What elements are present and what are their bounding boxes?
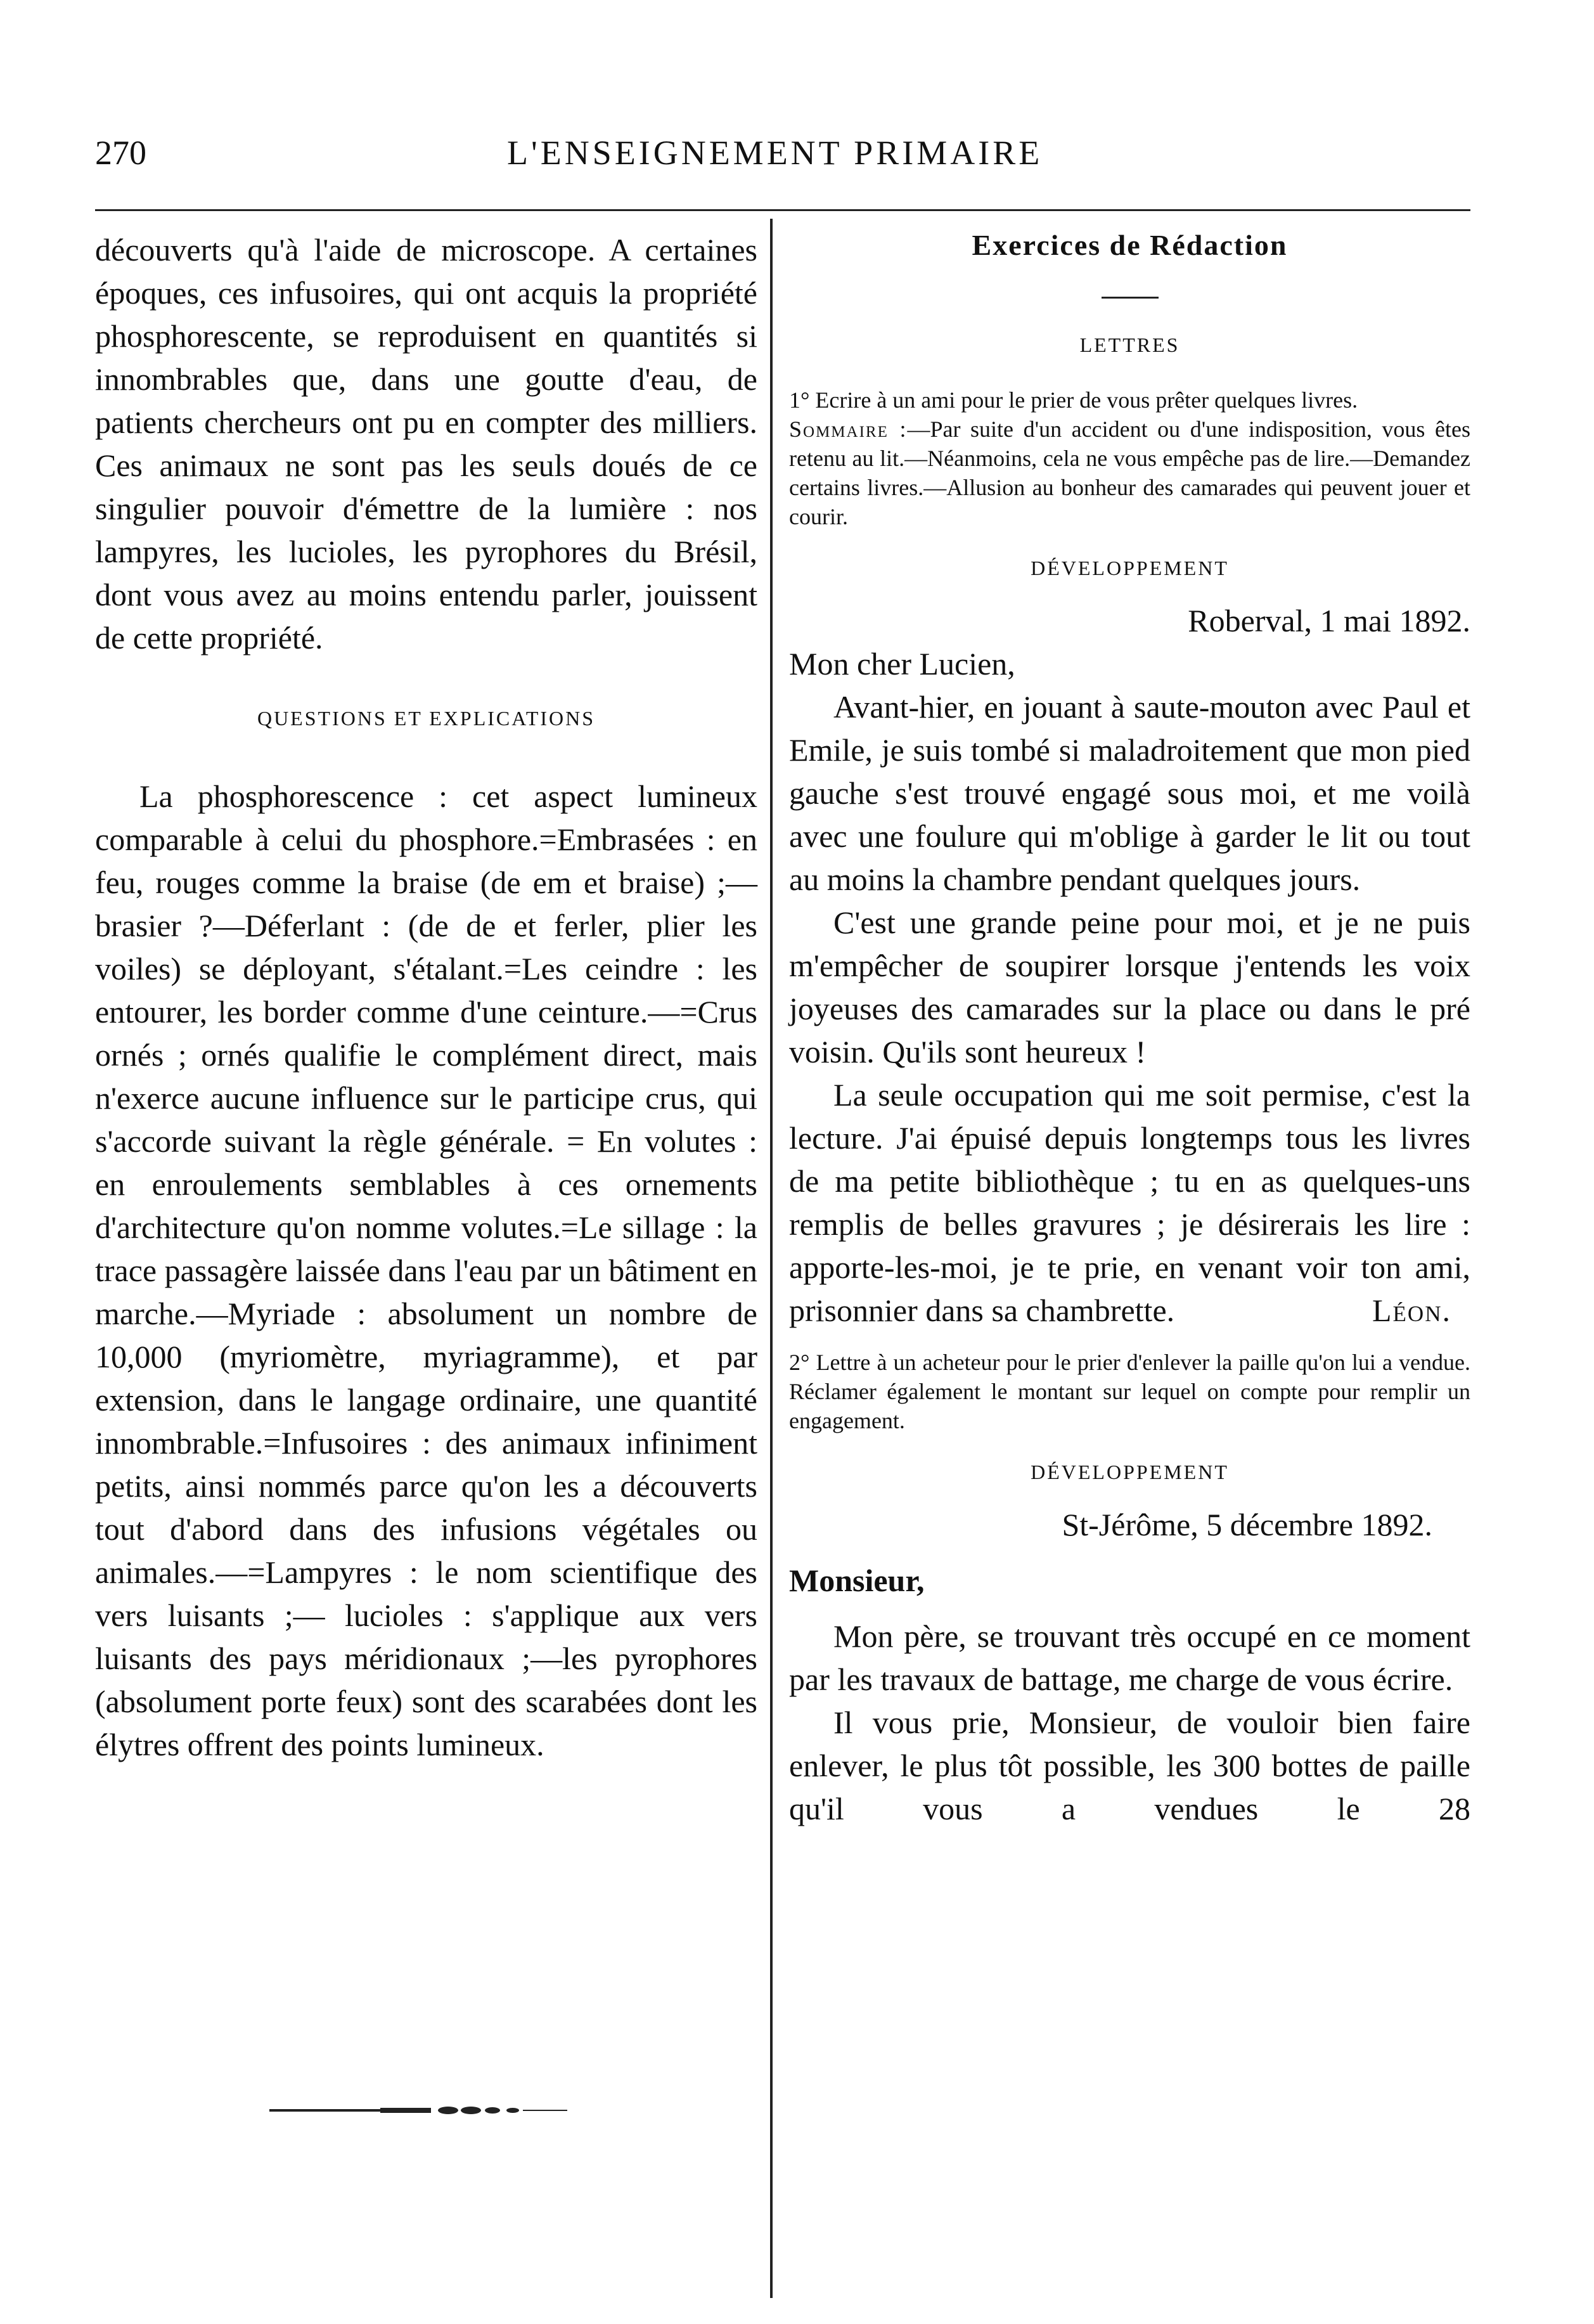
letter1-paragraph-3: La seule occupation qui me soit permise, c'est la lecture. J'ai épuisé depuis longtemps tous les livres de ma petite bibliothèque ; tu en as quelques-uns remplis de belles gravures ; je désirerais les lire : apporte-les-moi, je te prie, en venant voir ton ami, prisonnier dans sa chambrette. — [789, 1077, 1470, 1328]
page-header — [95, 133, 1467, 184]
letter2-place-date: St-Jérôme, 5 décembre 1892. — [1062, 1507, 1432, 1542]
development-heading-2: DÉVELOPPEMENT — [1031, 1461, 1229, 1483]
right-column — [789, 228, 1470, 1830]
page-number: 270 — [95, 134, 146, 172]
letter1-salutation: Mon cher Lucien, — [789, 646, 1015, 681]
exercise-1: 1° Ecrire à un ami pour le prier de vous prêter quelques livres. — [789, 387, 1358, 413]
column-divider — [770, 219, 773, 2298]
left-column — [95, 228, 757, 1766]
letters-heading: LETTRES — [1079, 333, 1180, 356]
letter2-salutation: Monsieur, — [789, 1563, 925, 1598]
sommaire-text: —Par suite d'un accident ou d'une indisposition, vous êtes retenu au lit.—Néanmoins, cela ne vous empêche pas de lire.—Demandez certains livres.—Allusion au bonheur des camarades qui peuvent jouer et courir. — [789, 416, 1470, 529]
letter2-paragraph-2: Il vous prie, Monsieur, de vouloir bien faire enlever, le plus tôt possible, les 300 bottes de paille qu'il vous a vendues le 28 — [789, 1705, 1470, 1826]
letter1-paragraph-2: C'est une grande peine pour moi, et je ne puis m'empêcher de soupirer lorsque j'entends les voix joyeuses des camarades sur la place ou dans le pré voisin. Qu'ils sont heureux ! — [789, 905, 1470, 1069]
header-rule — [95, 209, 1470, 211]
ornament-divider — [269, 2106, 567, 2115]
development-heading-1: DÉVELOPPEMENT — [1031, 557, 1229, 579]
letter1-signature: Léon. — [1372, 1293, 1451, 1328]
exercises-title: Exercices de Rédaction — [972, 229, 1288, 261]
sommaire — [789, 415, 1470, 531]
letter2-paragraph-1: Mon père, se trouvant très occupé en ce moment par les travaux de battage, me charge de vous écrire. — [789, 1618, 1470, 1697]
intro-paragraph: découverts qu'à l'aide de microscope. A certaines époques, ces infusoires, qui ont acquis la propriété phosphorescente, se reproduisent en quantités si innombrables que, dans une goutte d'eau, de patients chercheurs ont pu en compter des milliers. Ces animaux ne sont pas les seuls doués de ce singulier pouvoir d'émettre de la lumière : nos lampyres, les lucioles, les pyrophores du Brésil, dont vous avez au moins entendu parler, jouissent de cette propriété. — [95, 232, 757, 655]
letter1-place-date: Roberval, 1 mai 1892. — [1188, 603, 1470, 638]
sommaire-label: Sommaire : — [789, 416, 908, 442]
exercise-2: 2° Lettre à un acheteur pour le prier d'enlever la paille qu'on lui a vendue. Réclamer également le montant sur lequel on compte pour remplir un engagement. — [789, 1350, 1470, 1433]
explanations-paragraph: La phosphorescence : cet aspect lumineux comparable à celui du phosphore.=Embrasées : en feu, rouges comme la braise (de em et braise) ;—brasier ?—Déferlant : (de de et ferler, plier les voiles) se déployant, s'étalant.=Les ceindre : les entourer, les border comme d'une ceinture.—=Crus ornés ; ornés qualifie le complément direct, mais n'exerce aucune influence sur le participe crus, qui s'accorde suivant la règle générale. = En volutes : en enroulements semblables à ces ornements d'architecture qu'on nomme volutes.=Le sillage : la trace passagère laissée dans l'eau par un bâtiment en marche.—Myriade : absolument un nombre de 10,000 (myriomètre, myriagramme), et par extension, dans le langage ordinaire, une quantité innombrable.=Infusoires : des animaux infiniment petits, ainsi nommés parce qu'on les a découverts tout d'abord dans des infusions végétales ou animales.—=Lampyres : le nom scientifique des vers luisants ;— lucioles : s'applique aux vers luisants des pays méridionaux ;—les pyrophores (absolument porte feux) sont des scarabées dont les élytres offrent des points lumineux. — [95, 778, 757, 1762]
questions-heading: QUESTIONS ET EXPLICATIONS — [257, 707, 596, 730]
running-title: L'ENSEIGNEMENT PRIMAIRE — [507, 134, 1043, 172]
letter1-paragraph-1: Avant-hier, en jouant à saute-mouton avec Paul et Emile, je suis tombé si maladroitement que mon pied gauche s'est trouvé engagé sous moi, et me voilà avec une foulure qui m'oblige à garder le lit ou tout au moins la chambre pendant quelques jours. — [789, 689, 1470, 897]
